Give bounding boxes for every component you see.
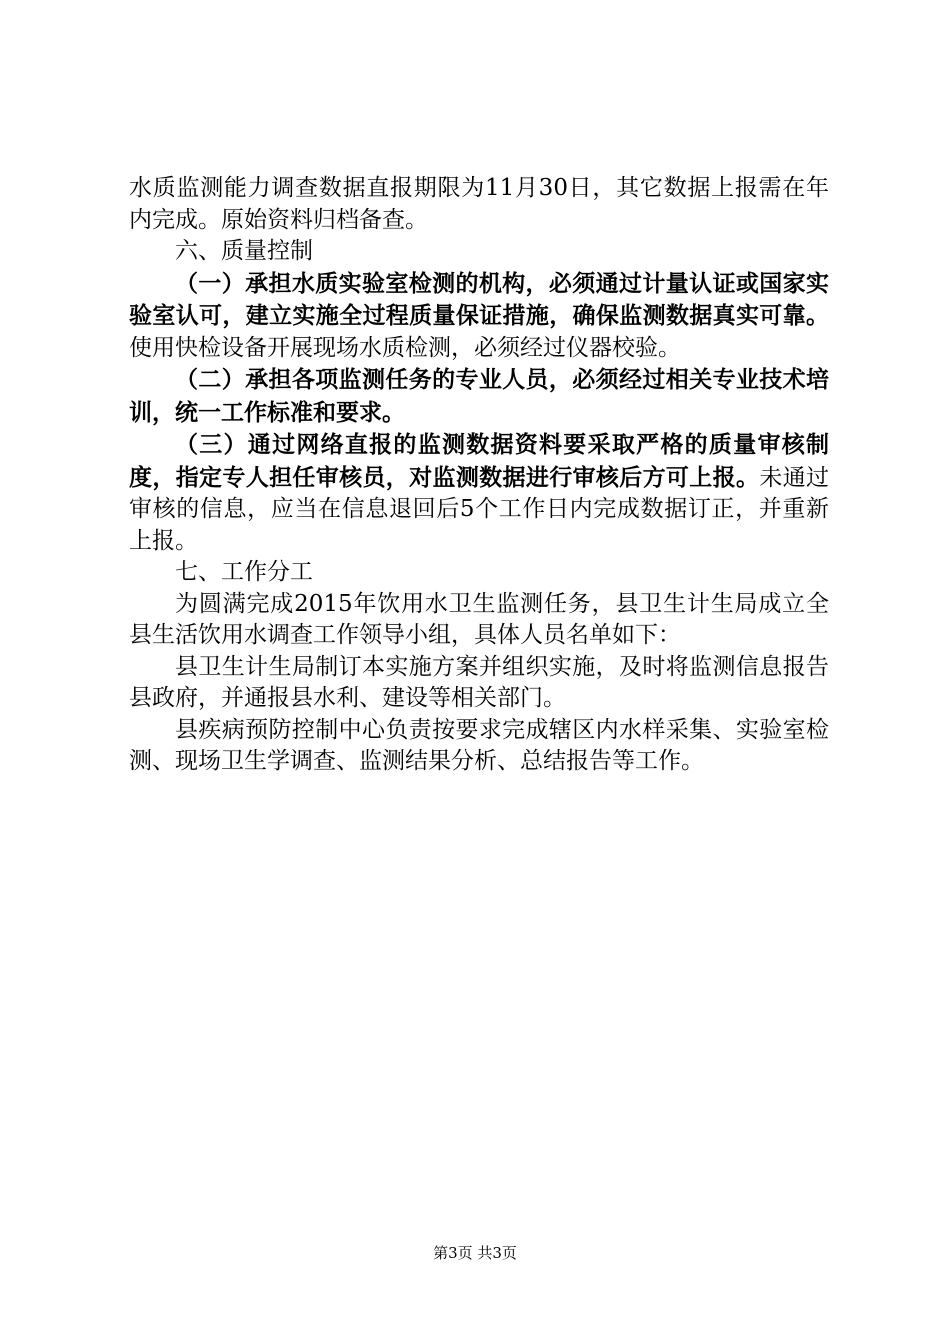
- paragraph-health-bureau-duty: [129, 652, 829, 715]
- page-number: 第3页 共3页: [433, 1244, 517, 1262]
- paragraph-text: 县卫生计生局制订本实施方案并组织实施，及时将监测信息报告县政府，并通报县水利、建设等相关部门。: [129, 653, 829, 711]
- section-heading-quality-control: [129, 236, 829, 268]
- paragraph-text: 水质监测能力调查数据直报期限为11月30日，其它数据上报需在年内完成。原始资料归档备查。: [129, 175, 829, 233]
- paragraph-leading-group: [129, 589, 829, 652]
- paragraph-text: 使用快检设备开展现场水质检测，必须经过仪器校验。: [129, 334, 681, 361]
- paragraph-bold-lead: （二）承担各项监测任务的专业人员，必须经过相关专业技术培训，统一工作标准和要求。: [129, 366, 829, 426]
- document-body: [129, 173, 829, 778]
- paragraph-reporting-deadline: [129, 173, 829, 236]
- paragraph-text: 为圆满完成2015年饮用水卫生监测任务，县卫生计生局成立全县生活饮用水调查工作领导小组，具体人员名单如下：: [129, 590, 829, 648]
- paragraph-quality-item-1: [129, 268, 829, 365]
- paragraph-bold-lead: （三）通过网络直报的监测数据资料要采取严格的质量审核制度，指定专人担任审核员，对监测数据进行审核后方可上报。: [129, 431, 829, 491]
- section-heading-division-of-work: [129, 557, 829, 589]
- page-footer: [0, 1243, 950, 1263]
- paragraph-cdc-duty: [129, 715, 829, 778]
- heading-text: 六、质量控制: [175, 238, 313, 264]
- paragraph-text: 未通过审核的信息，应当在信息退回后5个工作日内完成数据订正，并重新上报。: [129, 464, 830, 554]
- heading-text: 七、工作分工: [175, 559, 313, 585]
- paragraph-quality-item-3: [129, 429, 829, 557]
- paragraph-quality-item-2: [129, 364, 829, 429]
- paragraph-bold-lead: （一）承担水质实验室检测的机构，必须通过计量认证或国家实验室认可，建立实施全过程质量保证措施，确保监测数据真实可靠。: [129, 269, 829, 329]
- paragraph-text: 县疾病预防控制中心负责按要求完成辖区内水样采集、实验室检测、现场卫生学调查、监测结果分析、总结报告等工作。: [129, 716, 829, 774]
